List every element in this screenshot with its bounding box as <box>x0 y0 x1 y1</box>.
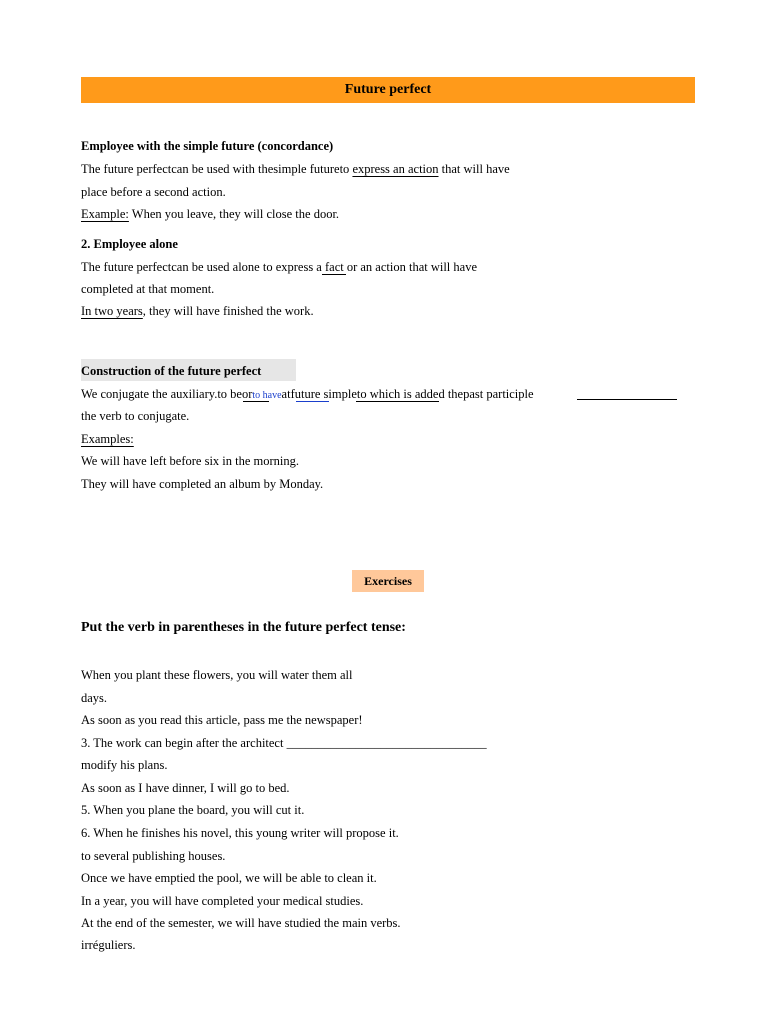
construction-underline-b <box>296 401 329 402</box>
example-label: Example: <box>81 207 129 221</box>
exercise-line: As soon as I have dinner, I will go to bed. <box>81 781 290 795</box>
exercise-instruction: Put the verb in parentheses in the future perfect tense: <box>81 620 406 635</box>
construction-line2: the verb to conjugate. <box>81 409 190 423</box>
section1-line1-part-a: The future perfectcan be used with thesimple futureto <box>81 162 353 176</box>
section2-line1: The future perfectcan be used alone to express a fact or an action that will have <box>81 260 478 274</box>
construction-heading: Construction of the future perfect <box>81 364 262 378</box>
section1-line2: place before a second action. <box>81 185 226 199</box>
exercise-line: As soon as you read this article, pass me the newspaper! <box>81 713 363 727</box>
section1-line1-part-c: that will have <box>438 162 510 176</box>
examples-label <box>81 431 134 447</box>
section1-line1 <box>81 161 510 177</box>
exercise-line: 3. The work can begin after the architect ________________________________ <box>81 736 487 750</box>
construction-underline-c <box>356 401 439 402</box>
construction-line1-part-b: atfuture simpleto which is added thepast participle <box>281 387 534 401</box>
section2-heading: 2. Employee alone <box>81 237 178 251</box>
section2-line3-underlined: In two years <box>81 304 143 318</box>
construction-example-2: They will have completed an album by Monday. <box>81 477 324 491</box>
section1-line1-underlined: express an action <box>352 162 439 176</box>
page-title: Future perfect <box>344 82 432 97</box>
exercise-line: At the end of the semester, we will have studied the main verbs. <box>81 916 401 930</box>
exercise-line: In a year, you will have completed your medical studies. <box>81 894 364 908</box>
section2-line3-rest: , they will have finished the work. <box>142 304 314 318</box>
section2-line2: completed at that moment. <box>81 282 215 296</box>
exercise-line: 6. When he finishes his novel, this young writer will propose it. <box>81 826 399 840</box>
section1-line3 <box>81 206 339 222</box>
exercise-line: modify his plans. <box>81 758 168 772</box>
exercise-line: 5. When you plane the board, you will cut it. <box>81 803 305 817</box>
exercise-line: to several publishing houses. <box>81 849 226 863</box>
examples-label-text: Examples: <box>81 432 134 446</box>
exercise-line: When you plant these flowers, you will water them all <box>81 668 353 682</box>
exercise-line: days. <box>81 691 108 705</box>
section2-underline <box>322 274 346 275</box>
section1-heading: Employee with the simple future (concordance) <box>81 139 334 153</box>
construction-line1-part-a: We conjugate the auxiliary.to beor <box>81 387 253 401</box>
construction-blank-line <box>577 399 677 400</box>
construction-example-1: We will have left before six in the morning. <box>81 454 300 468</box>
exercises-badge-label: Exercises <box>364 574 412 588</box>
construction-underline-a <box>243 401 269 402</box>
exercise-line: irréguliers. <box>81 938 136 952</box>
construction-line1-blue: to have <box>252 390 282 401</box>
example-text: When you leave, they will close the door. <box>128 207 340 221</box>
exercise-line: Once we have emptied the pool, we will be able to clean it. <box>81 871 377 885</box>
section2-line3 <box>81 303 314 319</box>
